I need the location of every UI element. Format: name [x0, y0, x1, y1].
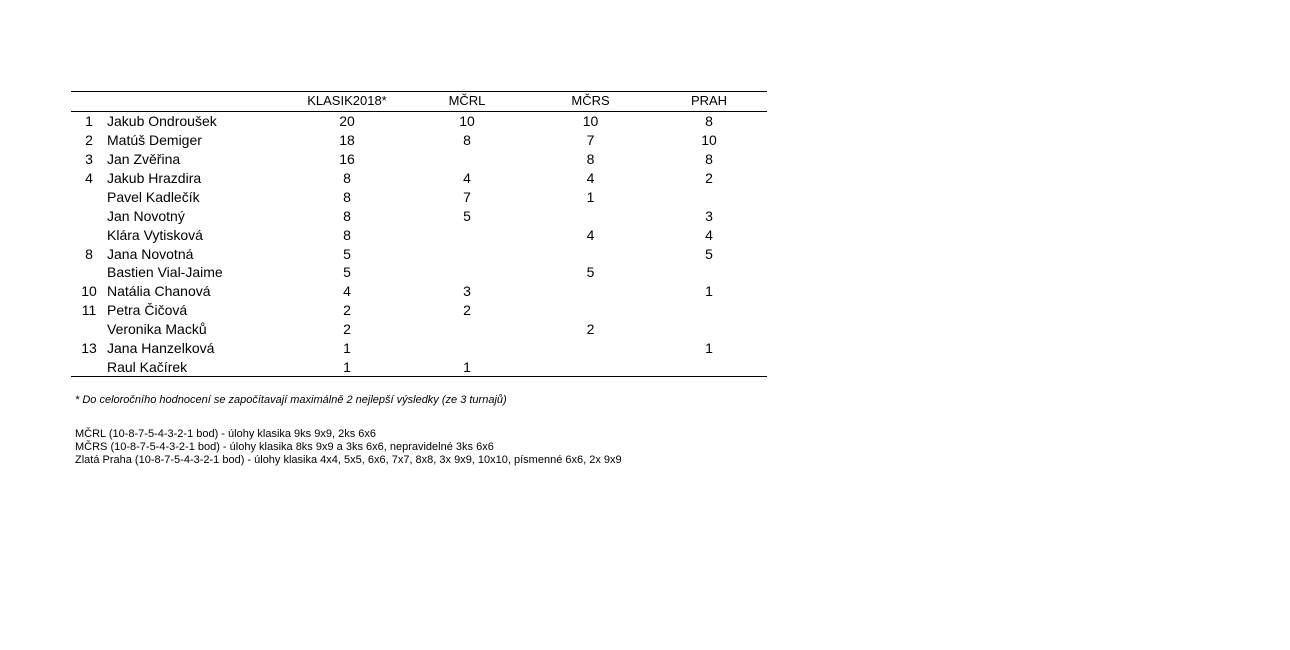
player-name-cell: Veronika Macků — [107, 321, 207, 338]
prah-cell — [651, 301, 767, 320]
footnote: * Do celoročního hodnocení se započítavají maximálně 2 nejlepší výsledky (ze 3 turnajů) — [75, 394, 507, 406]
header-mcrs: MČRS — [530, 92, 651, 112]
mcrl-cell: 1 — [463, 358, 471, 375]
prah-cell: 2 — [705, 170, 713, 186]
mcrl-cell: 2 — [463, 302, 471, 319]
player-name-cell: Bastien Vial-Jaime — [107, 264, 223, 281]
mcrl-cell — [404, 150, 530, 169]
prah-cell: 4 — [705, 226, 713, 243]
header-name — [107, 92, 290, 112]
mcrs-cell: 7 — [586, 132, 595, 149]
mcrl-cell: 3 — [463, 283, 471, 300]
scoring-rules — [75, 428, 622, 467]
mcrl-cell — [404, 225, 530, 244]
klasik2018-cell: 8 — [343, 207, 351, 224]
table-row — [71, 150, 767, 169]
prah-cell: 8 — [705, 113, 713, 130]
table-row — [71, 225, 767, 244]
prah-cell: 10 — [701, 132, 717, 149]
klasik2018-cell: 2 — [343, 321, 351, 338]
header-rank — [71, 92, 107, 112]
mcrs-cell: 2 — [586, 321, 595, 338]
mcrl-cell: 5 — [463, 207, 471, 224]
mcrl-cell — [404, 263, 530, 282]
table-row — [71, 263, 767, 282]
player-name-cell: Jan Novotný — [107, 207, 185, 224]
player-name-cell: Jana Hanzelková — [107, 340, 215, 357]
prah-cell: 3 — [705, 207, 713, 224]
rank-cell — [71, 206, 107, 225]
klasik2018-cell: 1 — [343, 358, 351, 375]
klasik2018-cell: 8 — [343, 188, 351, 205]
klasik2018-cell: 2 — [343, 302, 351, 319]
mcrl-cell — [404, 339, 530, 358]
klasik2018-cell: 1 — [343, 340, 351, 357]
player-name-cell: Raul Kačírek — [107, 358, 188, 375]
klasik2018-cell: 4 — [343, 283, 351, 300]
header-klasik2018: KLASIK2018* — [290, 92, 404, 112]
table-row — [71, 357, 767, 376]
player-name-cell: Pavel Kadlečík — [107, 188, 200, 205]
klasik2018-cell: 16 — [339, 151, 355, 168]
mcrs-cell — [530, 301, 651, 320]
rank-cell: 11 — [81, 302, 97, 319]
rank-cell — [71, 263, 107, 282]
table-row — [71, 282, 767, 301]
table-row — [71, 169, 767, 188]
mcrs-cell — [530, 339, 651, 358]
rank-cell — [71, 357, 107, 376]
mcrs-cell: 4 — [586, 170, 595, 186]
klasik2018-cell: 5 — [343, 245, 351, 262]
table-row — [71, 244, 767, 263]
mcrs-cell — [530, 282, 651, 301]
rank-cell — [71, 187, 107, 206]
rule-zlata-praha: Zlatá Praha (10-8-7-5-4-3-2-1 bod) - úlohy klasika 4x4, 5x5, 6x6, 7x7, 8x8, 3x 9x9, 10x10, písmenné 6x6, 2x 9x9 — [75, 454, 622, 466]
klasik2018-cell: 20 — [339, 113, 355, 130]
table-row — [71, 206, 767, 225]
mcrl-cell — [404, 244, 530, 263]
table-row — [71, 131, 767, 150]
rule-mcrs: MČRS (10-8-7-5-4-3-2-1 bod) - úlohy klasika 8ks 9x9 a 3ks 6x6, nepravidelné 3ks 6x6 — [75, 441, 494, 453]
mcrs-cell: 10 — [582, 113, 599, 130]
mcrs-cell — [530, 357, 651, 376]
mcrs-cell — [530, 206, 651, 225]
mcrl-cell: 7 — [463, 188, 471, 205]
klasik2018-cell: 8 — [343, 226, 351, 243]
mcrl-cell: 4 — [463, 170, 471, 186]
mcrs-cell: 8 — [586, 151, 595, 168]
table-header-row — [71, 92, 767, 112]
results-body — [71, 111, 767, 376]
player-name-cell: Natália Chanová — [107, 283, 211, 300]
prah-cell — [651, 357, 767, 376]
rank-cell: 2 — [85, 132, 93, 149]
mcrl-cell: 10 — [459, 113, 475, 130]
table-row — [71, 111, 767, 130]
player-name-cell: Matúš Demiger — [107, 132, 202, 149]
player-name-cell: Jan Zvěřina — [107, 151, 181, 168]
table-row — [71, 301, 767, 320]
prah-cell — [651, 320, 767, 339]
prah-cell: 8 — [705, 151, 713, 168]
mcrs-cell: 1 — [586, 188, 595, 205]
rank-cell — [71, 320, 107, 339]
rank-cell — [71, 225, 107, 244]
table-row — [71, 187, 767, 206]
prah-cell: 1 — [705, 283, 713, 300]
results-table — [71, 91, 767, 377]
player-name-cell: Jakub Ondroušek — [107, 113, 217, 130]
mcrl-cell — [404, 320, 530, 339]
prah-cell — [651, 263, 767, 282]
mcrs-cell: 5 — [586, 264, 595, 281]
prah-cell: 1 — [705, 340, 713, 357]
table-row — [71, 320, 767, 339]
mcrs-cell — [530, 244, 651, 263]
rank-cell: 3 — [85, 151, 93, 168]
rank-cell: 13 — [81, 340, 97, 357]
klasik2018-cell: 5 — [343, 264, 351, 281]
header-prah: PRAH — [651, 92, 767, 112]
rank-cell: 4 — [85, 170, 93, 186]
klasik2018-cell: 18 — [339, 132, 355, 149]
mcrl-cell: 8 — [463, 132, 471, 149]
prah-cell: 5 — [705, 245, 713, 262]
rank-cell: 1 — [85, 113, 93, 130]
mcrs-cell: 4 — [586, 226, 595, 243]
player-name-cell: Jakub Hrazdira — [107, 170, 202, 186]
rank-cell: 10 — [81, 283, 97, 300]
player-name-cell: Petra Čičová — [107, 302, 188, 319]
header-mcrl: MČRL — [404, 92, 530, 112]
rule-mcrl: MČRL (10-8-7-5-4-3-2-1 bod) - úlohy klasika 9ks 9x9, 2ks 6x6 — [75, 428, 376, 440]
klasik2018-cell: 8 — [343, 170, 351, 186]
player-name-cell: Klára Vytisková — [107, 226, 203, 243]
player-name-cell: Jana Novotná — [107, 245, 194, 262]
table-row — [71, 339, 767, 358]
prah-cell — [651, 187, 767, 206]
rank-cell: 8 — [85, 245, 93, 262]
